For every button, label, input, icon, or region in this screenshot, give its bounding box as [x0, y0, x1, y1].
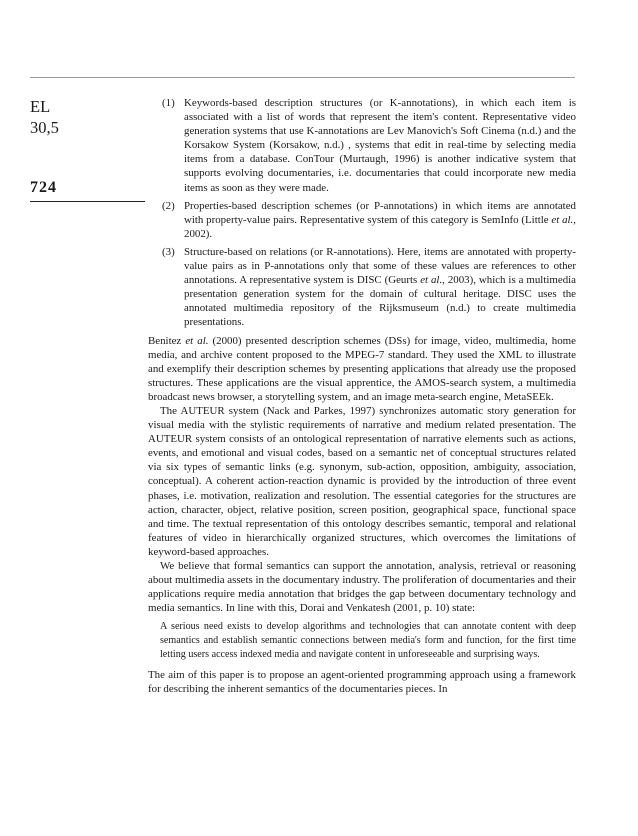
paragraph-auteur: The AUTEUR system (Nack and Parkes, 1997) synchronizes automatic story generation for visual media with the stylistic requirements of narrative and medium related presentation. The AUTEUR system consists of an ontological representation of narrative elements such as actions, events, and emotional and visual codes, based on a semantic net of conceptual structures related via six types of semantic links (e.g. synonym, sub-action, opposition, ambiguity, association, conceptual). A coherent action-reaction dynamic is provided by the introduction of three event phases, i.e. motivation, realization and resolution. The essential categories for the structures are action, character, object, relative position, screen position, geographical space, functional space and time. The textual representation of this ontology describes semantic, temporal and relational features of video in hierarchically organized structures, which overcomes the limitations of keyword-based approaches. [148, 404, 576, 558]
list-text: Keywords-based description structures (or K-annotations), in which each item is associated with a list of words that represent the item's content. Representative video generation systems that use K-annotations are Lev Manovich's Soft Cinema (n.d.) and the Korsakow System (Korsakow, n.d.) , systems that edit in real-time by selecting media items from a database. ConTour (Murtaugh, 1996) is another indicative system that supports evolving documentaries, i.e. documentaries that could incorporate new media items as soon as they were made. [184, 97, 576, 194]
main-text [148, 96, 576, 696]
journal-volume: 30,5 [30, 118, 59, 137]
list-number: (2) [162, 199, 175, 212]
list-text: Properties-based description schemes (or P-annotations) in which items are annotated with property-value pairs. Representative system of this category is SemInfo (Little [184, 199, 576, 226]
paragraph-text: Benitez [148, 334, 186, 347]
margin-rule [30, 201, 145, 202]
paragraph-aim: The aim of this paper is to propose an agent-oriented programming approach using a framework for describing the inherent semantics of the documentaries pieces. In [148, 668, 576, 695]
paragraph-benitez [148, 334, 576, 404]
list-item [148, 245, 576, 330]
margin-column [30, 96, 145, 196]
block-quote: A serious need exists to develop algorithms and technologies that can annotate content with deep semantics and establish semantic connections between media's form and function, for the first time letting users access indexed media and navigate content in unforeseeable and surprising ways. [160, 621, 576, 660]
list-text: Structure-based on relations (or R-annotations). Here, items are annotated with property-value pairs as in P-annotations only that some of these values are references to other annotations. A representative system is DISC (Geurts [184, 245, 576, 287]
list-number: (1) [162, 97, 175, 109]
list-number: (3) [162, 245, 175, 258]
list-text: , 2003), which is a multimedia presentation generation system for the domain of cultural heritage. DISC uses the annotated multimedia repository of the Rijksmuseum (n.d.) to create multimedia presentations. [184, 274, 576, 329]
paragraph-semantics: We believe that formal semantics can support the annotation, analysis, retrieval or reasoning about multimedia assets in the documentary industry. The proliferation of documentaries and their applications require media annotation that bridges the gap between documentary technology and media semantics. In line with this, Dorai and Venkatesh (2001, p. 10) state: [148, 560, 576, 615]
journal-name: EL [30, 97, 51, 116]
citation-etal: et al. [185, 334, 209, 347]
list-item [148, 199, 576, 241]
page-number: 724 [30, 179, 57, 196]
list-text: , 2002). [184, 213, 576, 240]
list-item [148, 96, 576, 195]
citation-etal: et al. [420, 274, 443, 287]
citation-etal: et al. [551, 213, 574, 226]
paragraph-text: (2000) presented description schemes (DSs) for image, video, multimedia, home media, and archive content proposed to the MPEG-7 standard. They used the XML to illustrate and exemplify their description schemes by presenting applications that already use the proposed structures. These applications are the visual apprentice, the AMOS-search system, a multimedia broadcast news browser, a storytelling system, and an image meta-search engine, MetaSEEk. [148, 334, 576, 403]
annotation-list [148, 96, 576, 330]
header-rule [30, 77, 575, 78]
